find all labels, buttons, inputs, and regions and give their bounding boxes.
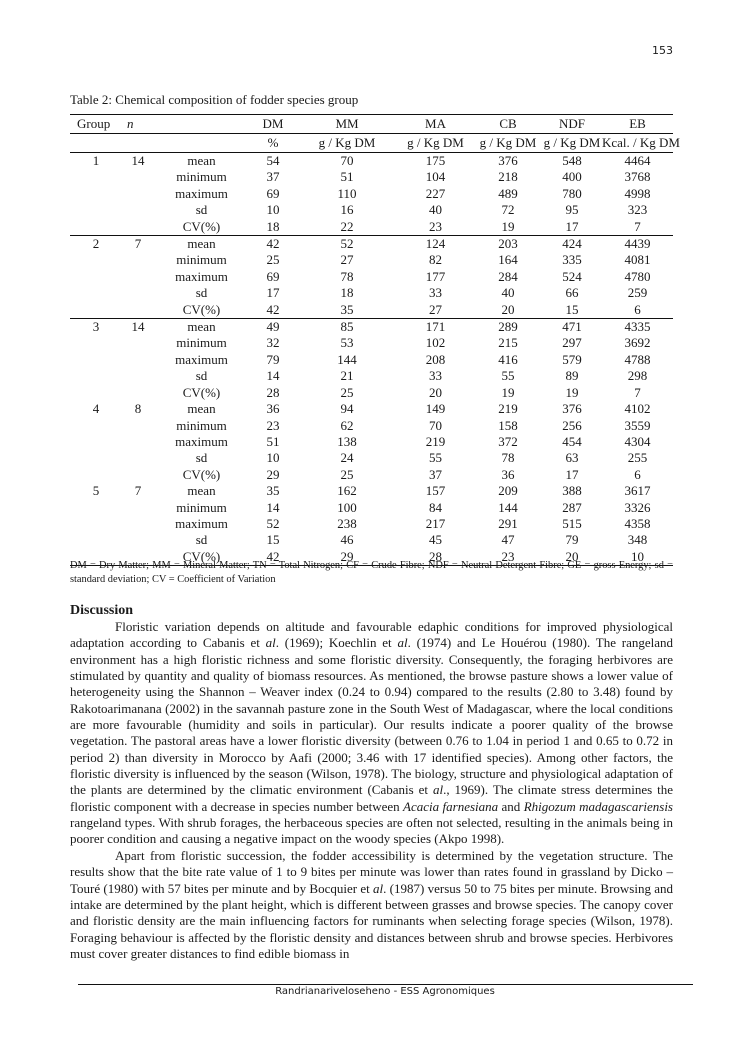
- unit-group: [70, 134, 122, 153]
- cell-ndf: 17: [565, 466, 579, 482]
- cell-eb: 4335: [602, 319, 673, 336]
- cell-ndf: 424: [542, 236, 602, 253]
- running-footer: Randrianariveloseheno - ESS Agronomiques: [275, 986, 495, 997]
- cell-n: [122, 516, 154, 532]
- cell-dm: 49: [249, 319, 297, 336]
- cell-dm: 18: [266, 218, 280, 234]
- cell-stat: CV(%): [154, 549, 249, 566]
- cell-ma: 124: [397, 236, 474, 253]
- cell-ndf: 524: [562, 268, 582, 284]
- cell-mm: 138: [337, 433, 357, 449]
- text-run: . (1969); Koechlin et: [275, 635, 398, 651]
- cell-ndf: 256: [562, 417, 582, 433]
- cell-cb: 40: [501, 285, 515, 301]
- cell-stat: maximum: [175, 433, 228, 449]
- cell-group: [70, 219, 122, 236]
- cell-cb: 72: [501, 202, 515, 218]
- table-row: [70, 153, 673, 170]
- cell-mm: 100: [337, 499, 357, 515]
- unit-mm: g / Kg DM: [297, 134, 397, 153]
- cell-group: [70, 467, 122, 483]
- cell-mm: 46: [340, 532, 354, 548]
- table-row: [70, 450, 673, 466]
- cell-ma: 102: [425, 335, 446, 351]
- chemical-composition-table: [70, 114, 680, 566]
- cell-group: [70, 532, 122, 548]
- cell-dm: 69: [266, 268, 280, 284]
- cell-mm: 25: [340, 466, 354, 482]
- cell-group: [70, 352, 122, 368]
- cell-group: [70, 434, 122, 450]
- table-row: [70, 335, 673, 351]
- cell-n: [122, 169, 154, 185]
- cell-group: 3: [70, 319, 122, 336]
- cell-group: 2: [70, 236, 122, 253]
- cell-cb: 36: [501, 466, 515, 482]
- text-run: and: [498, 798, 524, 814]
- table-row: [70, 483, 673, 499]
- section-heading-discussion: Discussion: [70, 603, 134, 618]
- cell-ndf: 548: [562, 153, 582, 168]
- text-run: . (1974) and Le Houérou (1980). The rangeland environment has a high floristic richness and some floristic diversity. Consequently, the foraging herbivores are stimulated by quantity and quality of biomass resources. As mentioned, the browse pasture shows a lower value of heterogeneity using the Shannon – Weaver index (0.24 to 0.94) compared to the results (2.80 to 3.48) found by Rakotoarimanana (2002) in the savannah pasture zone in the South West of Madagascar, where the local conditions are more favourable (humidity and soils in particular). Our results indicate a poorer quality of the browse vegetation. The pastoral areas have a lower floristic diversity (between 0.76 to 1.04 in period 1 and 0.65 to 0.72 in period 2) than diversity in Morocco by Aafi (2000; 3.46 with 17 identified species). Among other factors, the floristic diversity is influenced by the season (Wilson, 1978). The biology, structure and physiological adaptation of the plants are determined by the climatic environment (Cabanis et: [70, 635, 673, 798]
- cell-ndf: 335: [562, 252, 582, 268]
- cell-ndf: 95: [565, 202, 579, 218]
- cell-n: [122, 467, 154, 483]
- table-row: [70, 236, 673, 253]
- cell-cb: 209: [498, 483, 518, 499]
- cell-n: [122, 269, 154, 285]
- cell-ma: 217: [425, 515, 446, 531]
- cell-eb: 4780: [624, 268, 651, 284]
- table-row: [70, 269, 673, 285]
- cell-group: [70, 450, 122, 466]
- cell-eb: 7: [634, 384, 641, 400]
- unit-ndf: g / Kg DM: [542, 134, 602, 153]
- cell-ma: 177: [425, 268, 446, 284]
- column-header-group: Group: [70, 115, 122, 134]
- cell-dm: 25: [266, 252, 280, 268]
- cell-ma: 104: [425, 169, 446, 185]
- cell-cb: 376: [498, 153, 518, 168]
- cell-ndf: 471: [542, 319, 602, 336]
- cell-group: 5: [92, 483, 100, 499]
- cell-mm: 144: [337, 351, 357, 367]
- cell-dm: 42: [249, 549, 297, 566]
- cell-stat: CV(%): [182, 466, 221, 482]
- cell-ma: 82: [429, 252, 442, 268]
- column-header-mm: MM: [297, 115, 397, 134]
- cell-group: 1: [92, 153, 100, 168]
- table-row: [70, 219, 673, 236]
- cell-n: [122, 385, 154, 401]
- cell-ma: 157: [425, 483, 446, 499]
- table-row: [70, 352, 673, 368]
- cell-stat: mean: [187, 483, 216, 499]
- cell-stat: CV(%): [182, 218, 221, 234]
- cell-cb: 215: [498, 335, 518, 351]
- italic-text: al: [373, 880, 384, 896]
- cell-n: [122, 186, 154, 202]
- table-row: [70, 500, 673, 516]
- cell-cb: 489: [498, 185, 518, 201]
- cell-cb: 47: [501, 532, 515, 548]
- unit-cb: g / Kg DM: [474, 134, 542, 153]
- cell-cb: 23: [474, 549, 542, 566]
- cell-eb: 4304: [624, 433, 651, 449]
- cell-group: [70, 186, 122, 202]
- cell-cb: 291: [498, 515, 518, 531]
- cell-eb: 3692: [624, 335, 651, 351]
- cell-mm: 70: [340, 153, 354, 168]
- table-row: [70, 186, 673, 202]
- unit-ma: g / Kg DM: [397, 134, 474, 153]
- cell-mm: 94: [340, 401, 354, 417]
- cell-mm: 21: [340, 368, 354, 384]
- cell-dm: 69: [266, 185, 280, 201]
- cell-ndf: 79: [565, 532, 579, 548]
- cell-ma: 149: [425, 401, 446, 417]
- cell-cb: 144: [498, 499, 518, 515]
- cell-group: [70, 252, 122, 268]
- cell-eb: 323: [627, 202, 648, 218]
- cell-dm: 10: [266, 202, 280, 218]
- cell-dm: 14: [266, 368, 280, 384]
- cell-stat: sd: [195, 450, 208, 466]
- unit-eb: Kcal. / Kg DM: [602, 134, 673, 153]
- cell-ma: 227: [425, 185, 446, 201]
- cell-eb: 6: [634, 301, 641, 317]
- cell-eb: 259: [627, 285, 648, 301]
- cell-dm: 52: [266, 515, 280, 531]
- cell-ndf: 579: [562, 351, 582, 367]
- cell-n: [122, 532, 154, 548]
- discussion-paragraph: [70, 619, 673, 848]
- cell-stat: minimum: [176, 335, 227, 351]
- italic-text: Rhigozum madagascariensis: [523, 798, 673, 814]
- cell-ma: 219: [425, 433, 446, 449]
- table-header-row: [70, 115, 673, 134]
- cell-mm: 85: [297, 319, 397, 336]
- text-run: . (1987) versus 50 to 75 bites per minute. Browsing and intake are determined by the plant height, which is different between grasses and browse species. The canopy cover and floristic density are the main influencing factors for ruminants when selecting forage species (Wilson, 1978). Foraging behaviour is affected by the floristic density and distances between shrub and browse species. Herbivores must cover greater distances to find edible biomass in: [70, 880, 674, 961]
- cell-eb: 3326: [624, 499, 651, 515]
- cell-stat: minimum: [176, 252, 227, 268]
- cell-dm: 23: [266, 417, 280, 433]
- cell-mm: 29: [297, 549, 397, 566]
- unit-stat: [154, 134, 249, 153]
- cell-cb: 284: [498, 268, 518, 284]
- cell-n: [122, 285, 154, 301]
- cell-ndf: 388: [562, 483, 582, 499]
- cell-n: 14: [131, 153, 145, 168]
- cell-n: 8: [134, 401, 142, 417]
- table-row: [70, 285, 673, 301]
- cell-dm: 35: [266, 483, 280, 499]
- column-header-ndf: NDF: [542, 115, 602, 134]
- text-run: Apart from floristic succession, the fodder accessibility is determined by the vegetation structure. The results show that the bite rate value of 1 to 9 bites per minute was lower than rates found in grassland by Dicko – Touré (1980) with 57 bites per minute and by Bocquier et: [70, 847, 673, 896]
- cell-mm: 62: [340, 417, 354, 433]
- column-header-n: n: [122, 115, 154, 134]
- cell-ndf: 15: [565, 301, 579, 317]
- cell-dm: 14: [266, 499, 280, 515]
- cell-n: [122, 219, 154, 236]
- table-row: [70, 401, 673, 417]
- cell-group: [70, 269, 122, 285]
- cell-dm: 42: [249, 236, 297, 253]
- discussion-paragraph: [70, 848, 673, 962]
- cell-ma: 23: [429, 218, 442, 234]
- table-row: [70, 516, 673, 532]
- cell-n: 7: [134, 483, 142, 499]
- italic-text: Acacia farnesiana: [403, 798, 499, 814]
- cell-stat: sd: [195, 202, 208, 218]
- cell-group: [70, 302, 122, 319]
- cell-cb: 78: [501, 450, 515, 466]
- cell-ma: 208: [425, 351, 446, 367]
- cell-group: 4: [92, 401, 100, 417]
- italic-text: al: [265, 635, 276, 651]
- cell-n: [122, 302, 154, 319]
- page-number: 153: [652, 44, 673, 57]
- cell-ndf: 89: [565, 368, 579, 384]
- cell-stat: mean: [187, 401, 216, 417]
- cell-n: [122, 202, 154, 218]
- cell-cb: 158: [498, 417, 518, 433]
- cell-dm: 17: [266, 285, 280, 301]
- cell-eb: 4998: [624, 185, 651, 201]
- cell-stat: minimum: [176, 499, 227, 515]
- cell-mm: 51: [340, 169, 354, 185]
- cell-ma: 45: [429, 532, 442, 548]
- table-row: [70, 418, 673, 434]
- cell-group: [70, 335, 122, 351]
- cell-cb: 219: [498, 401, 518, 417]
- cell-ma: 171: [397, 319, 474, 336]
- cell-eb: 255: [627, 450, 648, 466]
- text-run: ., 1969). The climate stress determines the floristic component with a decrease in species number between: [70, 782, 673, 814]
- cell-eb: 4358: [624, 515, 651, 531]
- cell-group: [70, 285, 122, 301]
- cell-ndf: 780: [562, 185, 582, 201]
- table-footnote: DM = Dry Matter; MM = Mineral Matter; TN = Total Nitrogen; CF = Crude Fibre; NDF = Neutral Detergent Fibre; GE = gross Energy; sd = standard deviation; CV = Coefficient of Variation: [70, 560, 673, 585]
- unit-n: [122, 134, 154, 153]
- cell-ndf: 400: [562, 169, 582, 185]
- cell-dm: 29: [266, 466, 280, 482]
- cell-mm: 162: [337, 483, 357, 499]
- cell-ma: 70: [429, 417, 442, 433]
- cell-cb: 19: [501, 218, 515, 234]
- column-header-dm: DM: [249, 115, 297, 134]
- unit-dm: %: [249, 134, 297, 153]
- table-row: [70, 467, 673, 483]
- cell-ndf: 454: [562, 433, 582, 449]
- cell-stat: maximum: [175, 515, 228, 531]
- cell-n: [122, 352, 154, 368]
- cell-eb: 3559: [624, 417, 651, 433]
- cell-n: [122, 434, 154, 450]
- cell-ndf: 297: [562, 335, 582, 351]
- cell-dm: 36: [266, 401, 280, 417]
- cell-cb: 164: [498, 252, 518, 268]
- cell-dm: 28: [266, 384, 280, 400]
- cell-n: [122, 252, 154, 268]
- cell-eb: 4788: [624, 351, 651, 367]
- cell-cb: 20: [501, 301, 515, 317]
- cell-dm: 42: [266, 301, 280, 317]
- cell-stat: maximum: [175, 351, 228, 367]
- cell-ma: 175: [425, 153, 446, 168]
- cell-stat: maximum: [175, 268, 228, 284]
- cell-eb: 7: [634, 218, 641, 234]
- cell-eb: 4102: [624, 401, 651, 417]
- cell-dm: 37: [266, 169, 280, 185]
- cell-ndf: 287: [562, 499, 582, 515]
- table-body: [70, 153, 673, 566]
- cell-ma: 37: [429, 466, 442, 482]
- cell-eb: 10: [602, 549, 673, 566]
- cell-group: [70, 385, 122, 401]
- cell-ma: 40: [429, 202, 442, 218]
- cell-cb: 416: [498, 351, 518, 367]
- cell-ma: 84: [429, 499, 442, 515]
- cell-ma: 33: [429, 368, 442, 384]
- cell-cb: 19: [501, 384, 515, 400]
- cell-ma: 28: [397, 549, 474, 566]
- cell-stat: maximum: [175, 185, 228, 201]
- footer-rule: [78, 984, 693, 985]
- cell-dm: 79: [266, 351, 280, 367]
- cell-eb: 3768: [624, 169, 651, 185]
- cell-mm: 16: [340, 202, 354, 218]
- cell-stat: sd: [195, 285, 208, 301]
- discussion-body: [70, 619, 673, 962]
- cell-stat: minimum: [176, 169, 227, 185]
- cell-stat: mean: [154, 236, 249, 253]
- cell-ndf: 66: [565, 285, 579, 301]
- cell-eb: 298: [627, 368, 648, 384]
- cell-dm: 10: [266, 450, 280, 466]
- table-row: [70, 169, 673, 185]
- cell-eb: 4439: [602, 236, 673, 253]
- text-run: rangeland types. With shrub forages, the herbaceous species are often not selected, resulting in the animals being in poorer condition and causing a negative impact on the woody species (Akpo 1998).: [70, 815, 673, 847]
- table-row: [70, 302, 673, 319]
- cell-ma: 20: [429, 384, 442, 400]
- column-header-stat: [154, 115, 249, 134]
- cell-dm: 15: [266, 532, 280, 548]
- cell-ndf: 376: [562, 401, 582, 417]
- cell-ma: 33: [429, 285, 442, 301]
- cell-dm: 32: [266, 335, 280, 351]
- italic-text: al: [432, 782, 444, 798]
- cell-stat: mean: [187, 153, 216, 168]
- table-row: [70, 202, 673, 218]
- cell-n: 7: [122, 236, 154, 253]
- cell-group: [70, 516, 122, 532]
- cell-mm: 27: [340, 252, 354, 268]
- table-row: [70, 319, 673, 336]
- cell-group: [70, 500, 122, 516]
- cell-dm: 51: [266, 433, 280, 449]
- cell-ndf: 63: [565, 450, 579, 466]
- cell-eb: 4081: [624, 252, 651, 268]
- cell-eb: 348: [627, 532, 648, 548]
- cell-mm: 18: [340, 285, 354, 301]
- cell-n: [122, 368, 154, 384]
- cell-stat: CV(%): [182, 301, 221, 317]
- cell-ndf: 19: [565, 384, 579, 400]
- cell-eb: 3617: [624, 483, 651, 499]
- table-row: [70, 385, 673, 401]
- cell-eb: 6: [634, 466, 641, 482]
- column-header-ma: MA: [397, 115, 474, 134]
- cell-mm: 35: [340, 301, 354, 317]
- cell-stat: sd: [195, 532, 208, 548]
- cell-stat: mean: [154, 319, 249, 336]
- cell-ndf: 20: [542, 549, 602, 566]
- cell-stat: CV(%): [182, 384, 221, 400]
- cell-ndf: 17: [565, 218, 579, 234]
- column-header-eb: EB: [602, 115, 673, 134]
- cell-mm: 78: [340, 268, 354, 284]
- cell-mm: 238: [337, 515, 357, 531]
- cell-mm: 52: [297, 236, 397, 253]
- cell-group: [70, 169, 122, 185]
- text-run: Floristic variation depends on altitude and favourable edaphic conditions for improved physiological adaptation according to Cabanis et: [70, 619, 673, 651]
- cell-cb: 372: [498, 433, 518, 449]
- cell-mm: 22: [340, 218, 354, 234]
- cell-stat: minimum: [176, 417, 227, 433]
- cell-mm: 25: [340, 384, 354, 400]
- cell-group: [70, 368, 122, 384]
- cell-cb: 218: [498, 169, 518, 185]
- cell-n: [122, 335, 154, 351]
- table-caption: Table 2: Chemical composition of fodder species group: [70, 92, 359, 107]
- column-header-cb: CB: [474, 115, 542, 134]
- cell-n: [122, 500, 154, 516]
- cell-n: [122, 450, 154, 466]
- cell-ndf: 515: [562, 515, 582, 531]
- cell-mm: 53: [340, 335, 354, 351]
- table-row: [70, 368, 673, 384]
- cell-mm: 24: [340, 450, 354, 466]
- cell-cb: 203: [474, 236, 542, 253]
- table-units-row: [70, 134, 673, 153]
- cell-dm: 54: [266, 153, 280, 168]
- cell-ma: 27: [429, 301, 442, 317]
- table-row: [70, 434, 673, 450]
- cell-eb: 4464: [624, 153, 651, 168]
- cell-mm: 110: [337, 185, 357, 201]
- cell-ma: 55: [429, 450, 442, 466]
- italic-text: al: [397, 635, 408, 651]
- cell-n: [122, 418, 154, 434]
- cell-group: [70, 418, 122, 434]
- table-row: [70, 532, 673, 548]
- cell-cb: 289: [474, 319, 542, 336]
- cell-cb: 55: [501, 368, 515, 384]
- cell-stat: sd: [195, 368, 208, 384]
- cell-group: [70, 202, 122, 218]
- cell-n: 14: [122, 319, 154, 336]
- table-row: [70, 252, 673, 268]
